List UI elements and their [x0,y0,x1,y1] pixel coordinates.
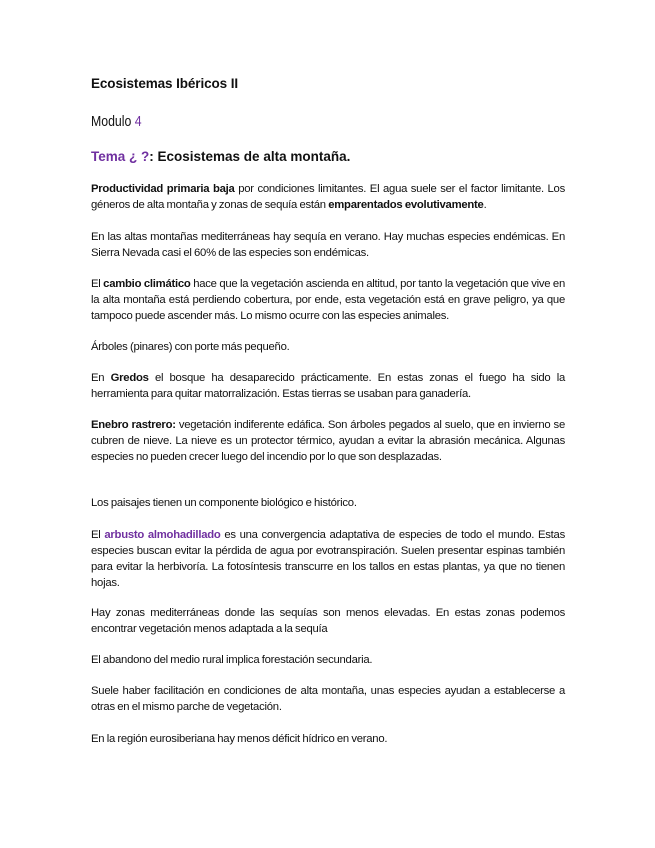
paragraph-text: En la región eurosiberiana hay menos déficit hídrico en verano. [91,733,388,745]
paragraph-text: El abandono del medio rural implica forestación secundaria. [91,654,373,666]
paragraph-text: Los paisajes tienen un componente biológico e histórico. [91,497,357,509]
module-number: 4 [134,113,142,130]
paragraph-productividad [91,181,565,213]
module-label: Modulo [91,113,132,130]
topic-title: : Ecosistemas de alta montaña. [149,149,351,164]
paragraph-text: El [91,278,104,290]
paragraph-text: el bosque ha desaparecido prácticamente. En estas zonas el fuego ha sido la herramienta para quitar matorralización. Estas tierras se usaban para ganadería. [91,372,565,400]
paragraph-paisajes [91,495,565,511]
paragraph-text: Suele haber facilitación en condiciones de alta montaña, unas especies ayudan a establecerse a otras en el mismo parche de vegetación. [91,685,565,713]
bold-term: Gredos [110,372,149,384]
bold-term: cambio climático [103,278,191,290]
paragraph-text: En [91,372,111,384]
topic-label: Tema ¿ ? [91,149,150,164]
paragraph-text: Hay zonas mediterráneas donde las sequías son menos elevadas. En estas zonas podemos encontrar vegetación menos adaptada a la sequía [91,607,565,635]
paragraph-abandono [91,652,565,668]
paragraph-text: . [483,199,487,211]
paragraph-facilitacion [91,683,565,715]
paragraph-enebro [91,417,565,465]
highlight-term: arbusto almohadillado [104,529,221,541]
paragraph-text: vegetación indiferente edáfica. Son árboles pegados al suelo, que en invierno se cubren de nieve. La nieve es un protector térmico, ayudan a evitar la abrasión mecánica. Algunas especies no pueden crecer luego del incendio por lo que son desplazadas. [91,419,565,463]
paragraph-cambio-climatico [91,276,565,324]
module-heading [91,113,142,130]
paragraph-text: es una convergencia adaptativa de especies de todo el mundo. Estas especies buscan evitar la pérdida de agua por evotranspiración. Suelen presentar espinas también para evitar la herbivoría. La fotosíntesis transcurre en los tallos en estas plantas, ya que no tienen hojas. [91,529,565,589]
paragraph-text: hace que la vegetación ascienda en altitud, por tanto la vegetación que vive en la alta montaña está perdiendo cobertura, por ende, esta vegetación está en grave peligro, ya que tampoco puede ascender más. Lo mismo ocurre con las especies animales. [91,278,566,322]
paragraph-arboles [91,339,565,355]
topic-heading [91,149,350,164]
paragraph-text: Árboles (pinares) con porte más pequeño. [91,341,290,353]
bold-term: emparentados evolutivamente [328,199,484,211]
bold-term: Enebro rastrero: [91,419,176,431]
paragraph-zonas-mediterraneas [91,605,565,637]
paragraph-text: El [91,529,105,541]
paragraph-altas-montanas [91,229,565,261]
document-title: Ecosistemas Ibéricos II [91,76,239,91]
bold-term: Productividad primaria baja [91,183,235,195]
paragraph-eurosiberiana [91,731,565,747]
paragraph-text: por condiciones limitantes. El agua suele ser el factor limitante. Los géneros de alta montaña y zonas de sequía están [91,183,565,211]
paragraph-arbusto [91,527,565,591]
paragraph-gredos [91,370,565,402]
paragraph-text: En las altas montañas mediterráneas hay sequía en verano. Hay muchas especies endémicas. En Sierra Nevada casi el 60% de las especies son endémicas. [91,231,565,259]
